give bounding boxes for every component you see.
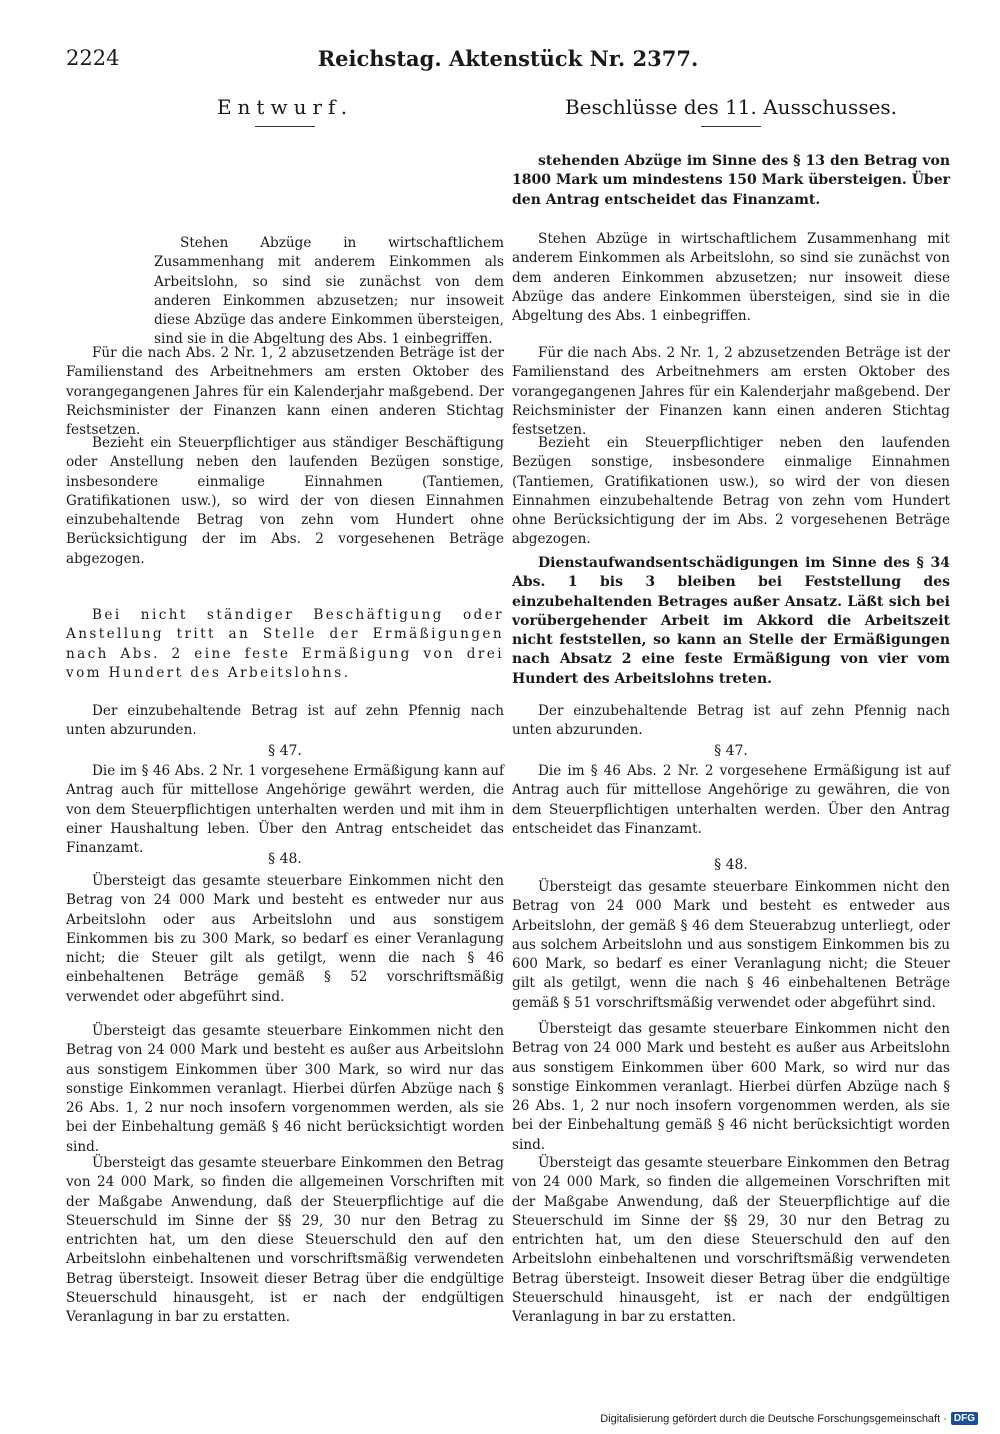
- paragraph-bold: Dienstaufwandsentschädigungen im Sinne des § 34 Abs. 1 bis 3 bleiben bei Feststellung des einzubehaltenden Betrages außer Ansatz. Läßt sich bei vorübergehender Arbeit im Akkord die Arbeitszeit nicht feststellen, so kann an Stelle der Ermäßigungen nach Absatz 2 eine feste Ermäßigung von vier vom Hundert des Arbeitslohns treten.: [512, 555, 950, 687]
- section-heading: § 47.: [714, 743, 748, 759]
- page-title: Reichstag. Aktenstück Nr. 2377.: [317, 46, 699, 71]
- page-header: [66, 46, 950, 76]
- title-rule: [701, 126, 761, 127]
- footer-text: Digitalisierung gefördert durch die Deutsche Forschungsgemeinschaft ·: [600, 1412, 947, 1425]
- paragraph: Die im § 46 Abs. 2 Nr. 2 vorgesehene Ermäßigung ist auf Antrag auch für mittellose Angehörige zu gewähren, die von dem Steuerpflichtigen unterhalten werden. Über den Antrag entscheidet das Finanzamt.: [512, 763, 950, 837]
- paragraph: Bezieht ein Steuerpflichtiger neben den laufenden Bezügen sonstige, insbesondere einmalige Einnahmen (Tantiemen, Gratifikationen usw.), so wird der von diesen Einnahmen einzubehaltende Betrag von zehn vom Hundert ohne Berücksichtigung der im Abs. 2 vorgesehenen Beträge abgezogen.: [512, 435, 950, 548]
- paragraph: Stehen Abzüge in wirtschaftlichem Zusammenhang mit anderem Einkommen als Arbeitslohn, so sind sie zunächst von dem anderen Einkommen abzusetzen; nur insoweit diese Abzüge das andere Einkommen übersteigen, sind sie in die Abgeltung des Abs. 1 einbegriffen.: [154, 235, 504, 348]
- paragraph: Übersteigt das gesamte steuerbare Einkommen nicht den Betrag von 24 000 Mark und besteht es entweder nur aus Arbeitslohn oder aus Arbeitslohn und aus sonstigem Einkommen bis zu 300 Mark, so bedarf es einer Veranlagung nicht; die Steuer gilt als getilgt, wenn die nach § 46 einbehaltenen Beträge gemäß § 52 vorschriftsmäßig verwendet oder abgeführt sind.: [66, 873, 504, 1005]
- right-column-title: Beschlüsse des 11. Ausschusses.: [564, 95, 898, 119]
- paragraph: Für die nach Abs. 2 Nr. 1, 2 abzusetzenden Beträge ist der Familienstand des Arbeitnehmers am ersten Oktober des vorangegangenen Jahres für ein Kalenderjahr maßgebend. Der Reichsminister der Finanzen kann einen anderen Stichtag festsetzen.: [512, 345, 950, 439]
- paragraph: Übersteigt das gesamte steuerbare Einkommen den Betrag von 24 000 Mark, so finden die allgemeinen Vorschriften mit der Maßgabe Anwendung, daß der Steuerpflichtige auf die Steuerschuld im Sinne der §§ 29, 30 nur den Betrag zu entrichten hat, um den diese Steuerschuld den auf den Arbeitslohn einbehaltenen und vorschriftsmäßig verwendeten Betrag übersteigt. Insoweit dieser Betrag über die endgültige Steuerschuld hinausgeht, ist er nach der endgültigen Veranlagung in bar zu erstatten.: [512, 1155, 950, 1326]
- paragraph: Der einzubehaltende Betrag ist auf zehn Pfennig nach unten abzurunden.: [512, 703, 950, 739]
- dfg-logo: DFG: [951, 1412, 978, 1425]
- paragraph: Übersteigt das gesamte steuerbare Einkommen nicht den Betrag von 24 000 Mark und besteht es außer aus Arbeitslohn aus sonstigem Einkommen über 600 Mark, so wird nur das sonstige Einkommen veranlagt. Hierbei dürfen Abzüge nach § 26 Abs. 1, 2 nur noch insofern vorgenommen werden, als sie bei der Einbehaltung gemäß § 46 nicht berücksichtigt worden sind.: [512, 1021, 950, 1153]
- paragraph: Bei nicht ständiger Beschäftigung oder Anstellung tritt an Stelle der Ermäßigungen nach Abs. 2 eine feste Ermäßigung von drei vom Hundert des Arbeitslohns.: [66, 607, 504, 681]
- paragraph: Stehen Abzüge in wirtschaftlichem Zusammenhang mit anderem Einkommen als Arbeitslohn, so sind sie zunächst von dem anderen Einkommen abzusetzen; nur insoweit diese Abzüge das andere Einkommen übersteigen, sind sie in die Abgeltung des Abs. 1 einbegriffen.: [512, 231, 950, 325]
- right-column: [512, 92, 950, 1326]
- digitization-footer: [600, 1412, 978, 1425]
- paragraph: Übersteigt das gesamte steuerbare Einkommen nicht den Betrag von 24 000 Mark und besteht es entweder aus Arbeitslohn, der gemäß § 46 dem Steuerabzug unterliegt, oder aus solchem Arbeitslohn und aus sonstigem Einkommen bis zu 600 Mark, so bedarf es einer Veranlagung nicht; die Steuer gilt als getilgt, wenn die nach § 46 einbehaltenen Beträge gemäß § 51 vorschriftsmäßig verwendet oder abgeführt sind.: [512, 879, 950, 1011]
- left-column-title: Entwurf.: [216, 95, 354, 119]
- page-number: 2224: [66, 46, 120, 70]
- left-column: [66, 92, 504, 1326]
- section-heading: § 47.: [268, 743, 302, 759]
- paragraph: Der einzubehaltende Betrag ist auf zehn Pfennig nach unten abzurunden.: [66, 703, 504, 739]
- paragraph: Übersteigt das gesamte steuerbare Einkommen nicht den Betrag von 24 000 Mark und besteht es außer aus Arbeitslohn aus sonstigem Einkommen über 300 Mark, so wird nur das sonstige Einkommen veranlagt. Hierbei dürfen Abzüge nach § 26 Abs. 1, 2 nur noch insofern vorgenommen werden, als sie bei der Einbehaltung gemäß § 46 nicht berücksichtigt worden sind.: [66, 1023, 504, 1155]
- paragraph: Übersteigt das gesamte steuerbare Einkommen den Betrag von 24 000 Mark, so finden die allgemeinen Vorschriften mit der Maßgabe Anwendung, daß der Steuerpflichtige auf die Steuerschuld im Sinne der §§ 29, 30 nur den Betrag zu entrichten hat, um den diese Steuerschuld den auf den Arbeitslohn einbehaltenen und vorschriftsmäßig verwendeten Betrag übersteigt. Insoweit dieser Betrag über die endgültige Steuerschuld hinausgeht, ist er nach der endgültigen Veranlagung in bar zu erstatten.: [66, 1155, 504, 1326]
- paragraph: Die im § 46 Abs. 2 Nr. 1 vorgesehene Ermäßigung kann auf Antrag auch für mittellose Angehörige gewährt werden, die von dem Steuerpflichtigen unterhalten werden und mit ihm in einer Haushaltung leben. Über den Antrag entscheidet das Finanzamt.: [66, 763, 504, 857]
- section-heading: § 48.: [268, 851, 302, 867]
- paragraph-bold: stehenden Abzüge im Sinne des § 13 den Betrag von 1800 Mark um mindestens 150 Mark übersteigen. Über den Antrag entscheidet das Finanzamt.: [512, 153, 950, 208]
- paragraph: Für die nach Abs. 2 Nr. 1, 2 abzusetzenden Beträge ist der Familienstand des Arbeitnehmers am ersten Oktober des vorangegangenen Jahres für ein Kalenderjahr maßgebend. Der Reichsminister der Finanzen kann einen anderen Stichtag festsetzen.: [66, 345, 504, 439]
- paragraph: Bezieht ein Steuerpflichtiger aus ständiger Beschäftigung oder Anstellung neben den laufenden Bezügen sonstige, insbesondere einmalige Einnahmen (Tantiemen, Gratifikationen usw.), so wird der von diesen Einnahmen einzubehaltende Betrag von zehn vom Hundert ohne Berücksichtigung der im Abs. 2 vorgesehenen Beträge abgezogen.: [66, 435, 504, 567]
- section-heading: § 48.: [714, 857, 748, 873]
- title-rule: [255, 126, 315, 127]
